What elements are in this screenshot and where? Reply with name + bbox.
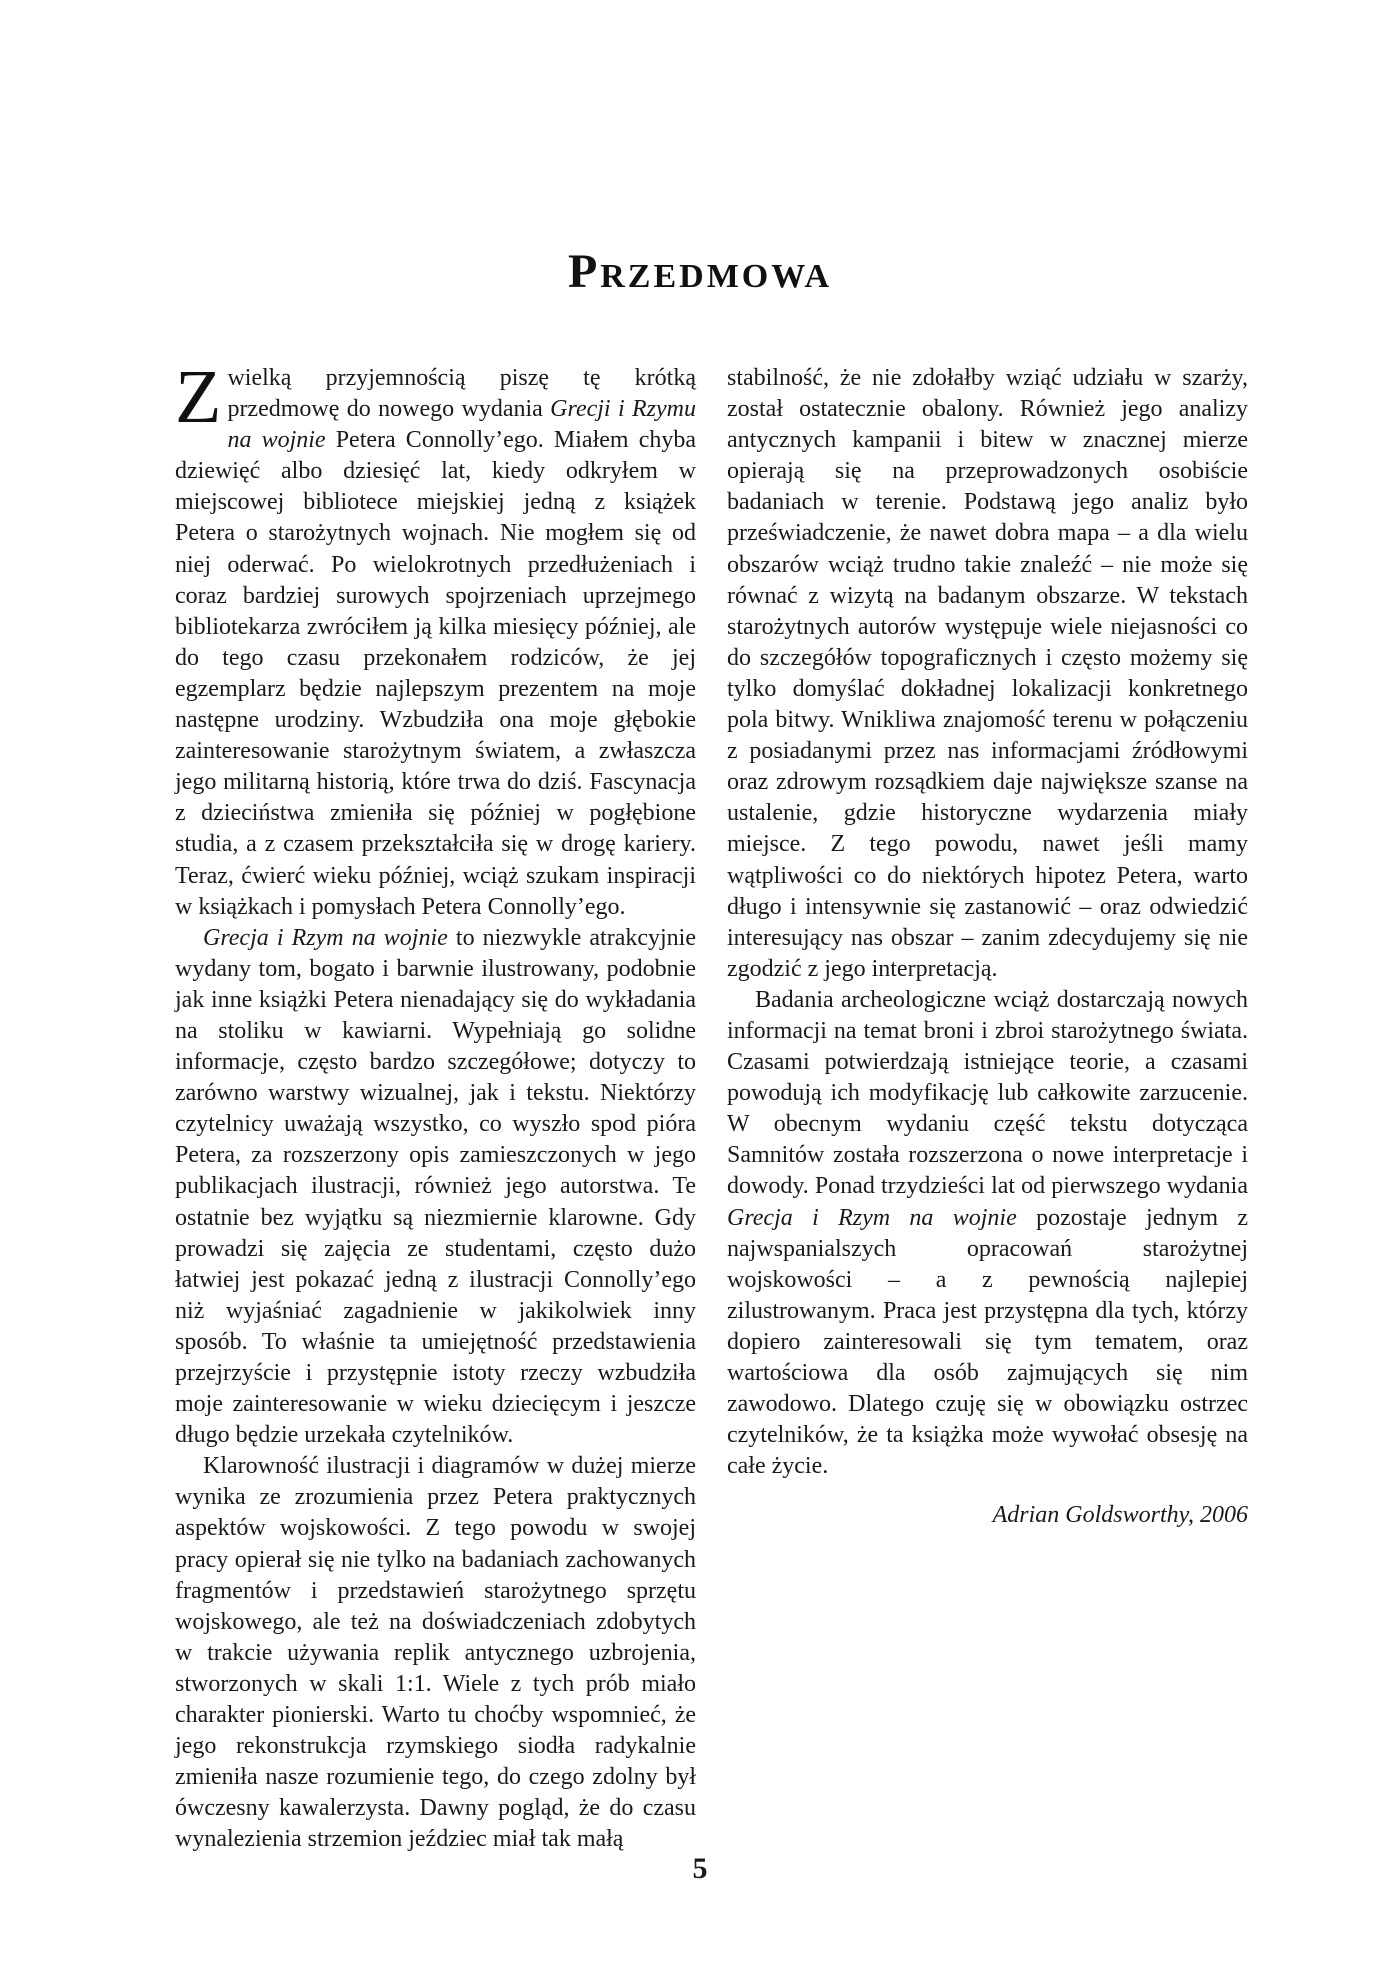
paragraph-3: Klarowność ilustracji i diagramów w dużej mierze wynika ze zrozumienia przez Petera praktycznych aspektów wojskowości. Z tego powodu w swojej pracy opierał się nie tylko na badaniach zachowanych fragmentów i przedstawień starożytnego sprzętu wojskowego, ale też na doświadczeniach zdobytych w trakcie używania replik antycznego uzbrojenia, stworzonych w skali 1:1. Wiele z tych prób miało charakter pionierski. Warto tu choćby wspomnieć, że jego rekonstrukcja rzymskiego siodła radykalnie zmieniła nasze rozumienie tego, do czego zdolny był ówczesny kawalerzysta. Dawny pogląd, że do czasu wynalezienia strzemion jeździec miał tak małą [175,1453,696,1853]
book-title-italic: Grecji i Rzymu na wojnie [227,396,696,454]
paragraph-2-text: to niezwykle atrakcyjnie wydany tom, bogato i barwnie ilustrowany, podobnie jak inne książki Petera nienadający się do wykładania na stoliku w kawiarni. Wypełniają go solidne informacje, często bardzo szczegółowe; dotyczy to zarówno warstwy wizualnej, jak i tekstu. Niektórzy czytelnicy uważają wszystko, co wyszło spod pióra Petera, za rozszerzony opis zamieszczonych w jego publikacjach ilustracji, również jego autorstwa. Te ostatnie bez wyjątku są niezmiernie klarowne. Gdy prowadzi się zajęcia ze studentami, często dużo łatwiej jest pokazać jedną z ilustracji Connolly’ego niż wyjaśniać zagadnienie w jakikolwiek inny sposób. To właśnie ta umiejętność przedstawienia przejrzyście i przystępnie istoty rzeczy wzbudziła moje zainteresowanie w wieku dziecięcym i jeszcze długo będzie urzekała czytelników. [175,924,696,1449]
paragraph-2 [175,923,696,1452]
paragraph-1-text-a: wielką przyjemnością piszę tę krótką przedmowę do nowego wydania [227,365,696,423]
paragraph-1 [175,355,697,923]
paragraph-5-text-a: Badania archeologiczne wciąż dostarczają nowych informacji na temat broni i zbroi starożytnego świata. Czasami potwierdzają istniejące teorie, a czasami powodują ich modyfikację lub całkowite zarzucenie. W obecnym wydaniu część tekstu dotycząca Samnitów została rozszerzona o nowe interpretacje i dowody. Ponad trzydzieści lat od pierwszego wydania [727,986,1248,1200]
paragraph-5 [727,985,1248,1483]
page-number: 5 [692,1852,708,1885]
paragraph-1-text-b: Petera Connolly’ego. Miałem chyba dziewięć albo dziesięć lat, kiedy odkryłem w miejscowej bibliotece miejskiej jedną z książek Petera o starożytnych wojnach. Nie mogłem się od niej oderwać. Po wielokrotnych przedłużeniach i coraz bardziej surowych spojrzeniach uprzejmego bibliotekarza zwróciłem ją kilka miesięcy później, ale do tego czasu przekonałem rodziców, że jej egzemplarz będzie najlepszym prezentem na moje następne urodziny. Wzbudziła ona moje głębokie zainteresowanie starożytnym światem, a zwłaszcza jego militarną historią, które trwa do dziś. Fascynacja z dzieciństwa zmieniła się później w pogłębione studia, a z czasem przekształciła się w drogę kariery. Teraz, ćwierć wieku później, wciąż szukam inspiracji w książkach i pomysłach Petera Connolly’ego. [175,427,697,920]
drop-cap: Z [175,355,222,439]
right-column [727,363,1248,1531]
book-title-italic: Grecja i Rzym na wojnie [727,1204,1017,1231]
paragraph-4: stabilność, że nie zdołałby wziąć udziału w szarży, został ostatecznie obalony. Również jego analizy antycznych kampanii i bitew w znacznej mierze opierają się na przeprowadzonych osobiście badaniach w terenie. Podstawą jego analiz było przeświadczenie, że nawet dobra mapa – a dla wielu obszarów wciąż trudno takie znaleźć – nie może się równać z wizytą na badanym obszarze. W tekstach starożytnych autorów występuje wiele niejasności co do szczegółów topograficznych i często możemy się tylko domyślać dokładnej lokalizacji konkretnego pola bitwy. Wnikliwa znajomość terenu w połączeniu z posiadanymi przez nas informacjami źródłowymi oraz zdrowym rozsądkiem daje największe szanse na ustalenie, gdzie historyczne wydarzenia miały miejsce. Z tego powodu, nawet jeśli mamy wątpliwości co do niektórych hipotez Petera, warto długo i intensywnie się zastanowić – oraz odwiedzić interesujący nas obszar – zanim zdecydujemy się nie zgodzić z jego interpretacją. [727,365,1248,982]
author-signature: Adrian Goldsworthy, 2006 [992,1502,1248,1529]
left-column [175,355,697,1856]
paragraph-5-text-b: pozostaje jednym z najwspanialszych opracowań starożytnej wojskowości – a z pewnością najlepiej zilustrowanym. Praca jest przystępna dla tych, którzy dopiero zainteresowali się tym tematem, oraz wartościowa dla osób zajmujących się nim zawodowo. Dlatego czuję się w obowiązku ostrzec czytelników, że ta książka może wywołać obsesję na całe życie. [727,1204,1248,1480]
book-title-italic: Grecja i Rzym na wojnie [203,924,448,951]
page-title: Przedmowa [567,245,833,299]
